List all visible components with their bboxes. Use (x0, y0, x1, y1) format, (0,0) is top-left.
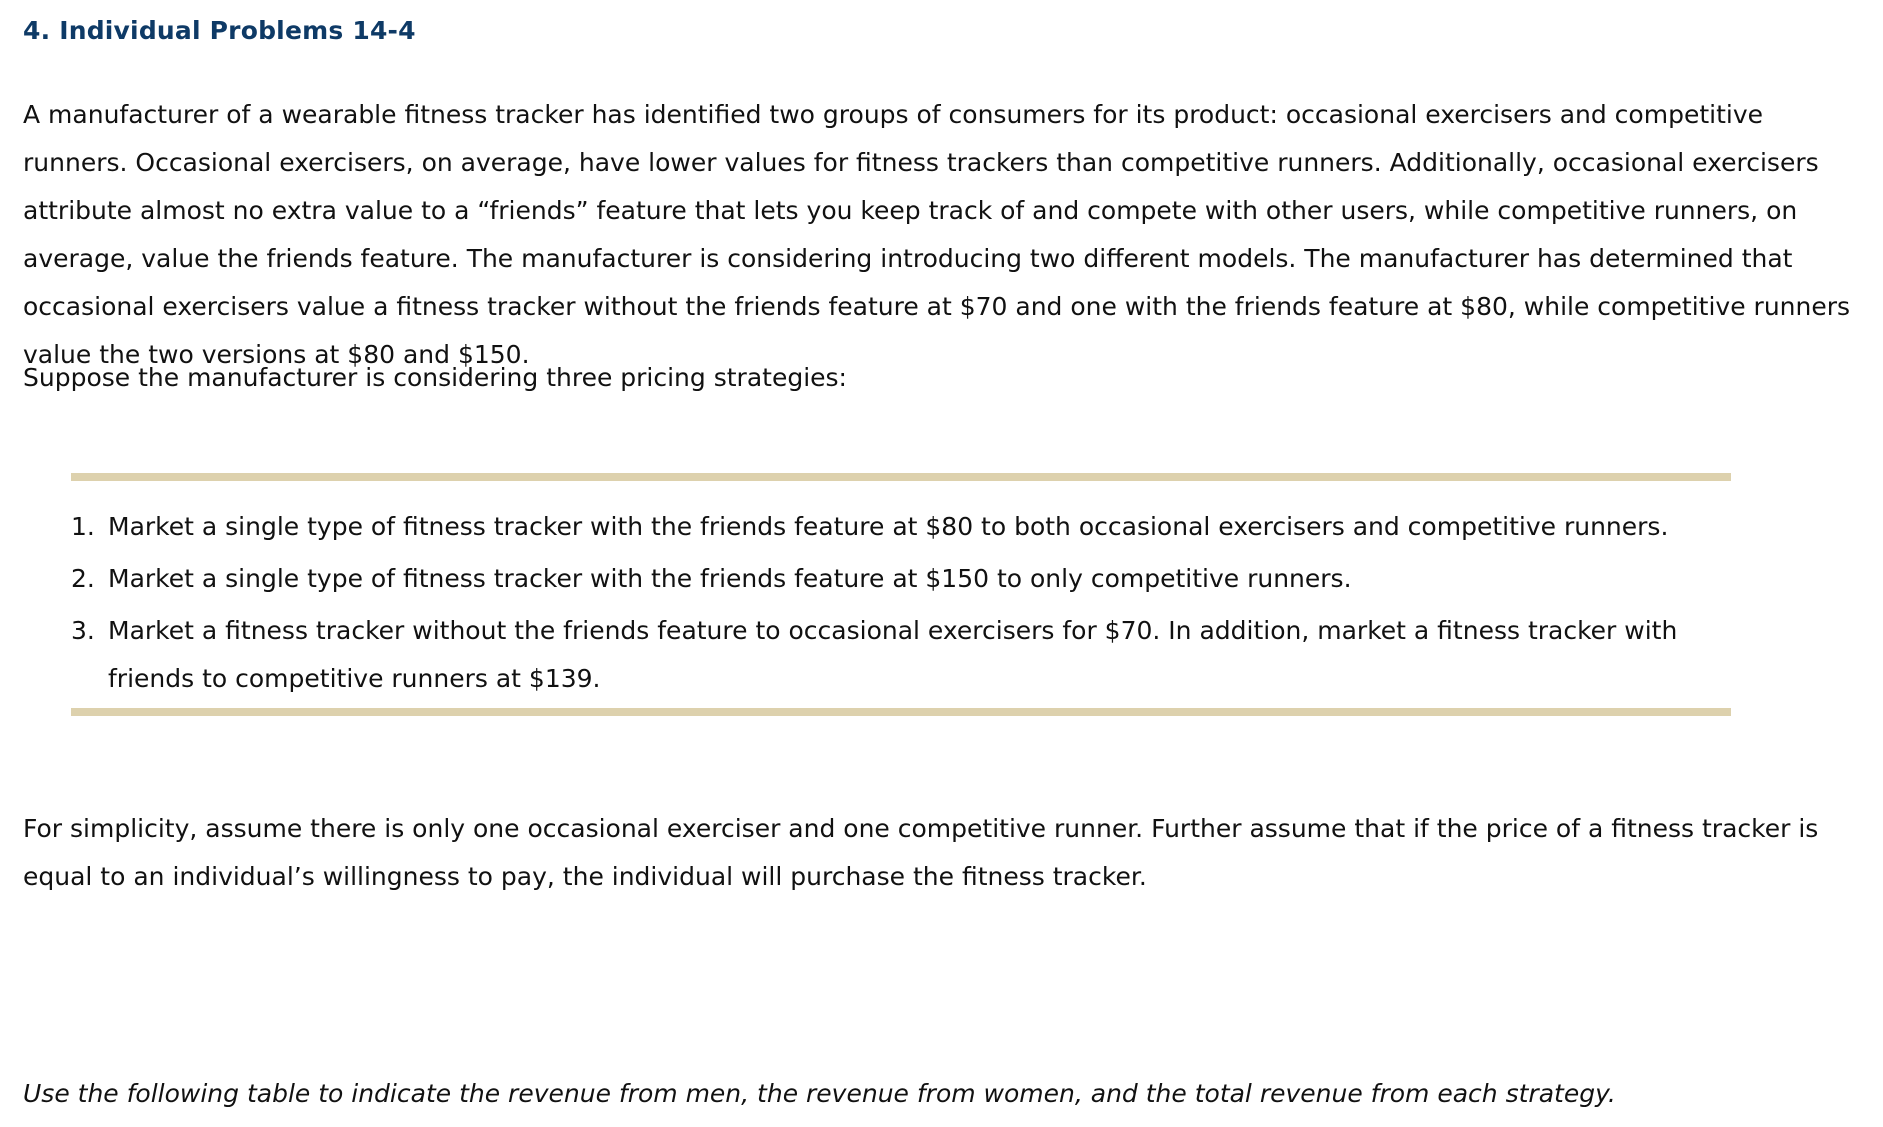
strategy-text: Market a single type of fitness tracker with the friends feature at $80 to both occasional exercisers and competitive runners. (108, 512, 1669, 541)
strategy-list (71, 503, 1731, 707)
strategy-number: 2. (71, 564, 95, 593)
intro-paragraph: A manufacturer of a wearable fitness tracker has identified two groups of consumers for its product: occasional exercisers and competitive runners. Occasional exercisers, on average, have lower values for fitness trackers than competitive runners. Additionally, occasional exercisers attribute almost no extra value to a “friends” feature that lets you keep track of and compete with other users, while competitive runners, on average, value the friends feature. The manufacturer is considering introducing two different models. The manufacturer has determined that occasional exercisers value a fitness tracker without the friends feature at $70 and one with the friends feature at $80, while competitive runners value the two versions at $80 and $150. (23, 100, 1851, 369)
strategy-text: Market a fitness tracker without the friends feature to occasional exercisers for $70. In addition, market a fitness tracker with friends to competitive runners at $139. (108, 616, 1678, 693)
assumption-paragraph: For simplicity, assume there is only one occasional exerciser and one competitive runner. Further assume that if the price of a fitness tracker is equal to an individual’s willingness to pay, the individual will purchase the fitness tracker. (23, 814, 1819, 891)
strategy-box (71, 473, 1731, 716)
strategy-item-2 (71, 555, 1731, 603)
strategy-number: 1. (71, 512, 95, 541)
strategies-lead-paragraph: Suppose the manufacturer is considering three pricing strategies: (23, 363, 847, 392)
strategy-item-3 (71, 607, 1731, 703)
table-instruction: Use the following table to indicate the revenue from men, the revenue from women, and the total revenue from each strategy. (23, 1079, 1616, 1108)
strategy-text: Market a single type of fitness tracker with the friends feature at $150 to only competitive runners. (108, 564, 1352, 593)
strategy-item-1 (71, 503, 1731, 551)
strategy-number: 3. (71, 616, 95, 645)
problem-title: 4. Individual Problems 14-4 (23, 16, 416, 45)
